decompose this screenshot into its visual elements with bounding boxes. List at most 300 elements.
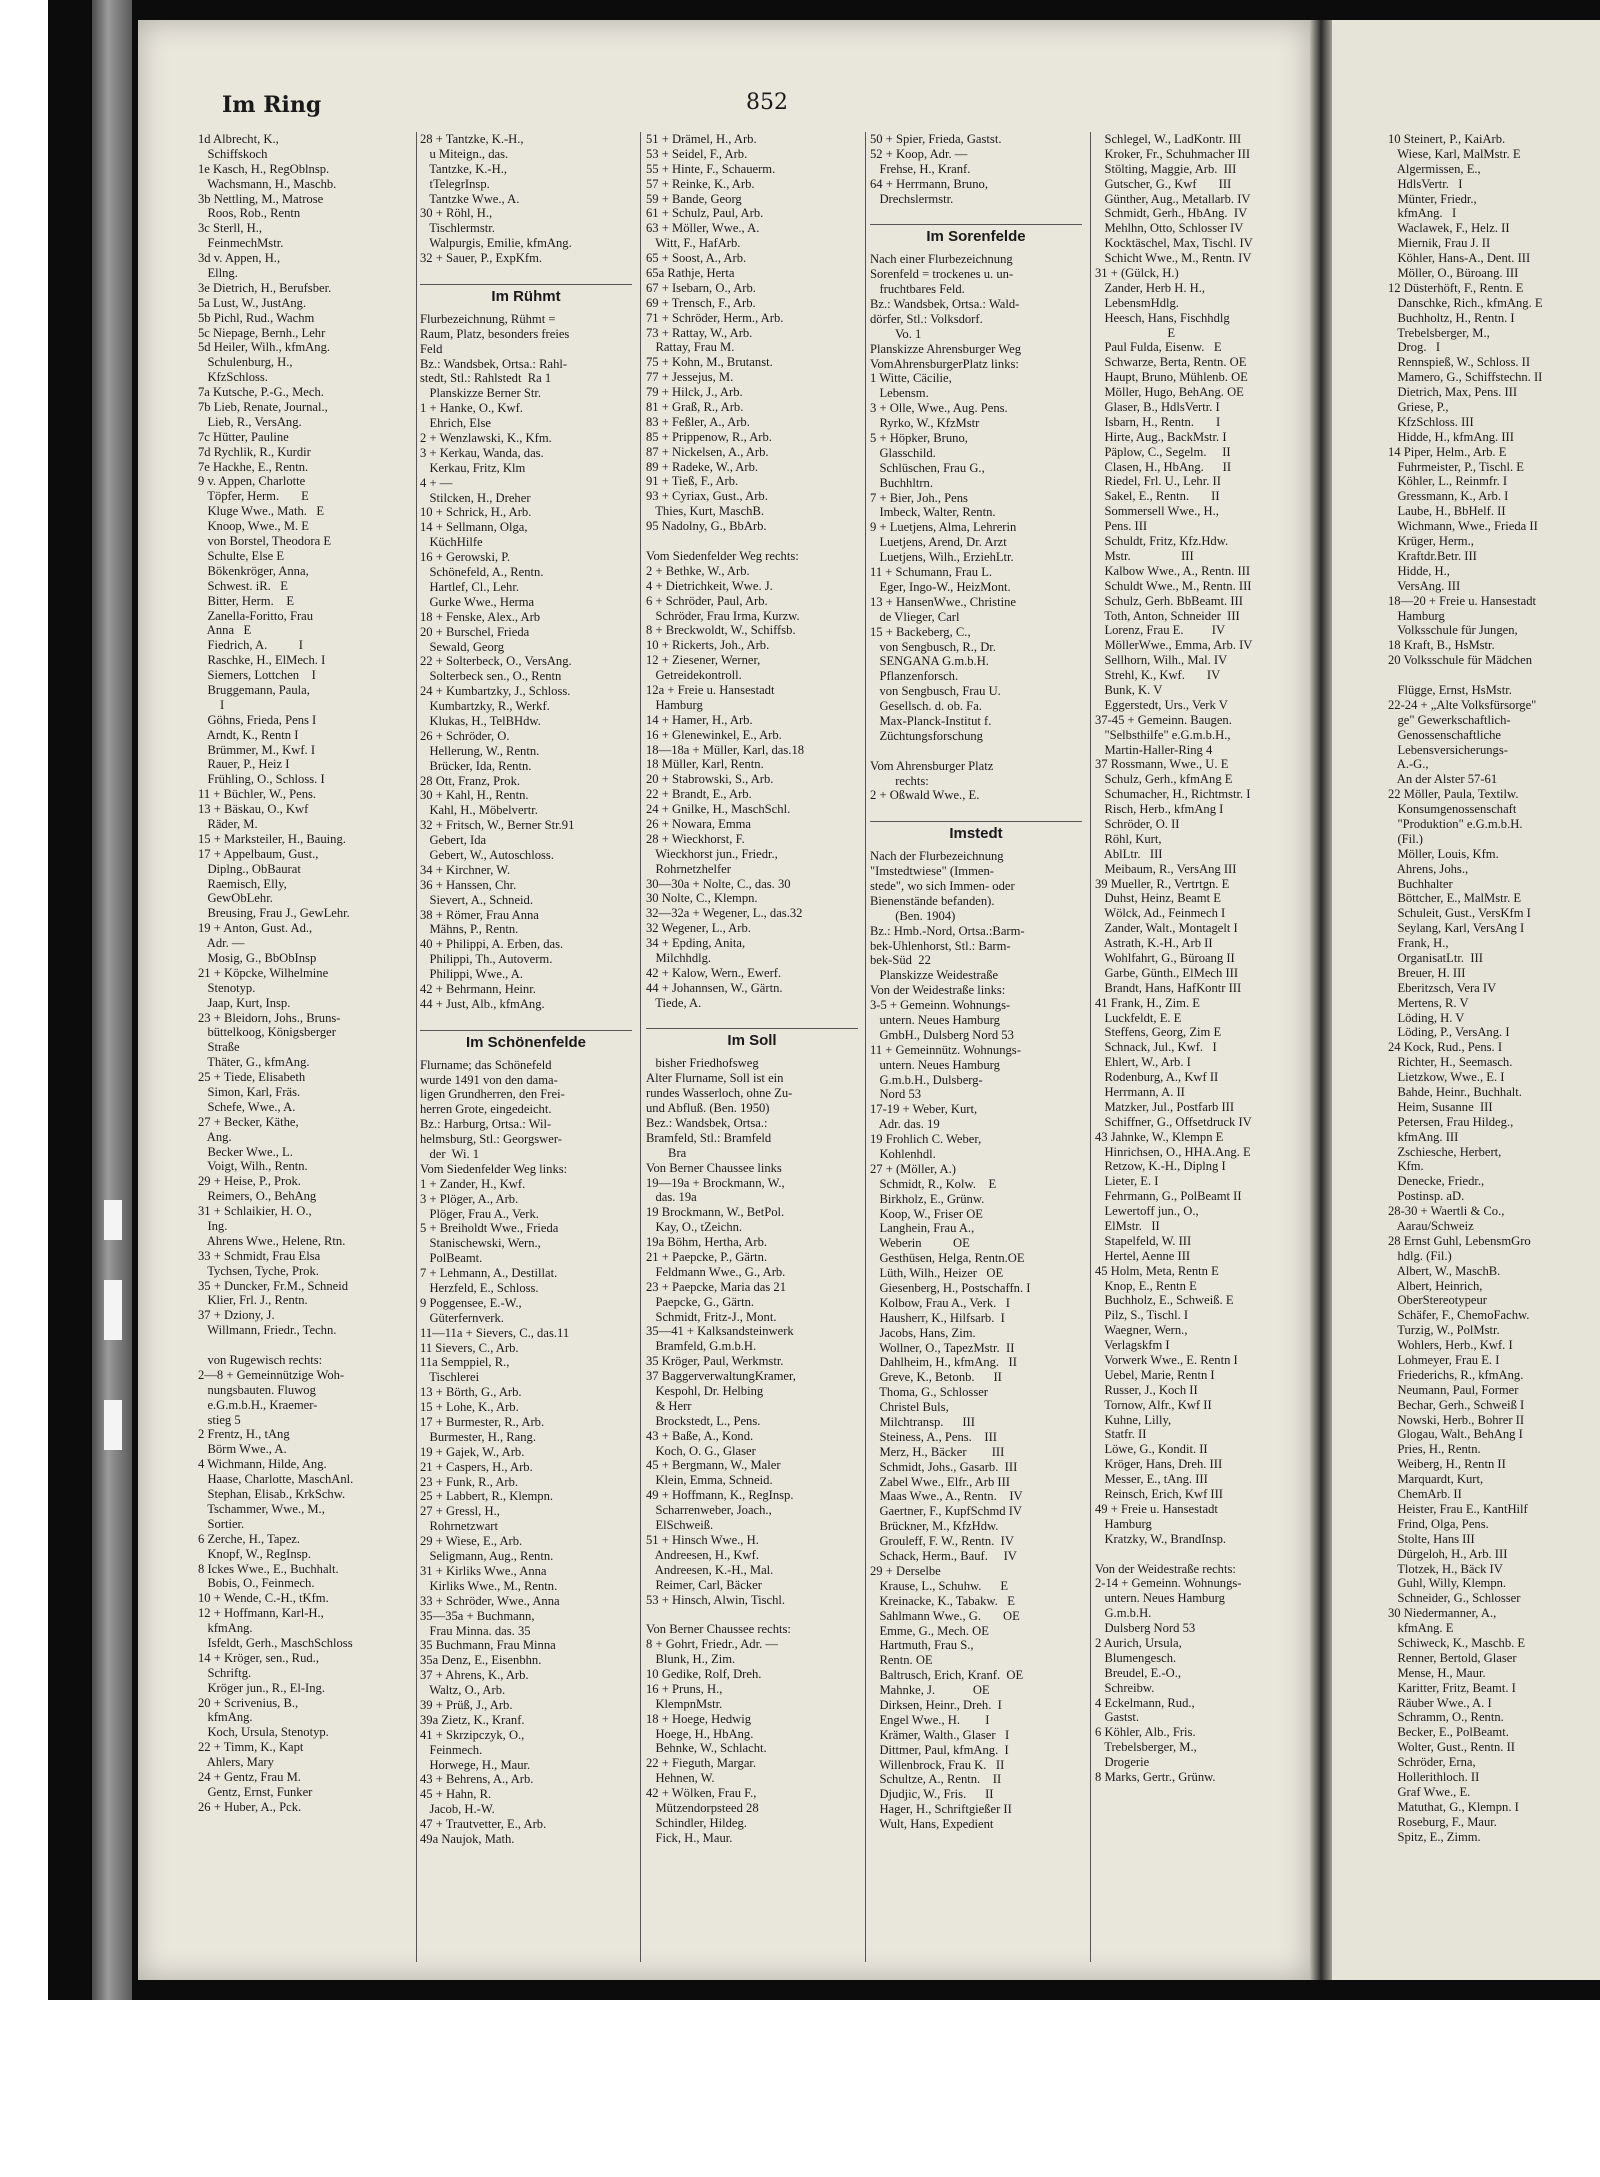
directory-entry: 16 + Glenewinkel, E., Arb. (646, 727, 782, 742)
directory-entry: Risch, Herb., kfmAng I (1095, 802, 1224, 817)
directory-entry: Pflanzenforsch. (870, 669, 959, 684)
directory-entry: Hehnen, W. (646, 1771, 715, 1786)
directory-entry: Von Berner Chaussee links (646, 1160, 782, 1175)
directory-entry: Wiese, Karl, MalMstr. E (1388, 146, 1521, 161)
directory-entry: 35 Buchmann, Frau Minna (420, 1638, 556, 1653)
directory-entry: Drog. I (1388, 340, 1441, 355)
directory-entry: Reimer, Carl, Bäcker (646, 1577, 762, 1592)
directory-entry: Schnack, Jul., Kwf. I (1095, 1040, 1217, 1055)
directory-entry: Gentz, Ernst, Funker (198, 1784, 313, 1799)
directory-entry: Waegner, Wern., (1095, 1323, 1188, 1338)
directory-entry: Diplng., ObBaurat (198, 861, 301, 876)
directory-entry: Schiffskoch (198, 146, 268, 161)
directory-entry: Milchtransp. III (870, 1415, 975, 1430)
directory-entry: ElMstr. II (1095, 1219, 1160, 1234)
directory-entry: 52 + Koop, Adr. — (870, 146, 968, 161)
directory-entry: Schuldt Wwe., M., Rentn. III (1095, 578, 1252, 593)
directory-entry: Dittmer, Paul, kfmAng. I (870, 1742, 1009, 1757)
directory-entry: & Herr (646, 1398, 692, 1413)
directory-entry (646, 1011, 858, 1026)
directory-entry: AblLtr. III (1095, 846, 1163, 861)
directory-entry: Laube, H., BbHelf. II (1388, 504, 1506, 519)
directory-entry: Spitz, E., Zimm. (1388, 1829, 1481, 1844)
directory-entry: Arndt, K., Rentn I (198, 727, 299, 742)
directory-entry (420, 1012, 632, 1027)
directory-entry: Sellhorn, Wilh., Mal. IV (1095, 653, 1228, 668)
directory-entry: Hager, H., Schriftgießer II (870, 1802, 1012, 1817)
directory-entry: Birkholz, E., Grünw. (870, 1191, 985, 1206)
directory-entry: VersAng. III (1388, 578, 1461, 593)
directory-entry: Gesellsch. d. ob. Fa. (870, 699, 982, 714)
directory-entry: 21 + Paepcke, P., Gärtn. (646, 1250, 768, 1265)
directory-entry: 35—35a + Buchmann, (420, 1608, 535, 1623)
directory-entry: Von Berner Chaussee rechts: (646, 1622, 791, 1637)
directory-entry: KfzSchloss. (198, 370, 268, 385)
directory-entry: Breudel, E.-O., (1095, 1665, 1182, 1680)
directory-entry: Gesthüsen, Helga, Rentn.OE (870, 1251, 1025, 1266)
directory-entry: 22 + Fieguth, Margar. (646, 1756, 757, 1771)
directory-entry: 39 Mueller, R., Vertrtgn. E (1095, 876, 1230, 891)
directory-entry: Schröder, Erna, (1388, 1755, 1476, 1770)
directory-entry: Kalbow Wwe., A., Rentn. III (1095, 563, 1251, 578)
directory-entry: 5 + Breiholdt Wwe., Frieda (420, 1221, 559, 1236)
directory-entry: Hirte, Aug., BackMstr. I (1095, 429, 1227, 444)
directory-entry: Koch, Ursula, Stenotyp. (198, 1725, 329, 1740)
directory-entry: Brümmer, M., Kwf. I (198, 742, 316, 757)
directory-entry: Drechslermstr. (870, 191, 954, 206)
directory-entry: Buchholz, E., Schweiß. E (1095, 1293, 1234, 1308)
directory-entry: Steiness, A., Pens. III (870, 1429, 997, 1444)
directory-entry: Schiffner, G., Offsetdruck IV (1095, 1114, 1252, 1129)
directory-entry: bek-Süd 22 (870, 953, 931, 968)
directory-entry: Köhler, L., Reinmfr. I (1388, 474, 1508, 489)
directory-entry: Duhst, Heinz, Beamt E (1095, 891, 1221, 906)
directory-entry: 87 + Nickelsen, A., Arb. (646, 444, 769, 459)
directory-entry: kfmAng. I (1388, 206, 1457, 221)
directory-entry: Nowski, Herb., Bohrer II (1388, 1412, 1525, 1427)
directory-entry: Kroker, Fr., Schuhmacher III (1095, 146, 1251, 161)
directory-entry: Burmester, H., Rang. (420, 1429, 536, 1444)
directory-entry: 10 Gedike, Rolf, Dreh. (646, 1666, 762, 1681)
directory-entry: Luetjens, Wilh., ErziehLtr. (870, 550, 1014, 565)
directory-entry: Waclawek, F., Helz. II (1388, 221, 1510, 236)
directory-entry: 11a Semppiel, R., (420, 1355, 510, 1370)
directory-entry: 20 + Burschel, Frieda (420, 624, 530, 639)
directory-entry: Kuhne, Lilly, (1095, 1412, 1172, 1427)
directory-entry: Rohrnetzhelfer (646, 861, 731, 876)
directory-entry: 1d Albrecht, K., (198, 132, 279, 146)
directory-entry: Mahnke, J. OE (870, 1683, 990, 1698)
directory-entry: 83 + Feßler, A., Arb. (646, 414, 750, 429)
directory-entry: Philippi, Th., Autoverm. (420, 952, 553, 967)
directory-entry: Brockstedt, L., Pens. (646, 1413, 761, 1428)
directory-entry: 30 + Röhl, H., (420, 206, 493, 221)
directory-entry: Willenbrock, Frau K. II (870, 1757, 1005, 1772)
directory-entry: Hamburg (646, 697, 703, 712)
directory-entry: Lebensm. (870, 386, 929, 401)
directory-entry: 50 + Spier, Frieda, Gastst. (870, 132, 1002, 146)
directory-entry: Griese, P., (1388, 400, 1449, 415)
street-heading: Im Rühmt (491, 287, 561, 305)
directory-entry: 49 + Freie u. Hansestadt (1095, 1501, 1218, 1516)
directory-entry: 55 + Hinte, F., Schauerm. (646, 161, 776, 176)
directory-entry: 37 + Ahrens, K., Arb. (420, 1668, 529, 1683)
directory-entry: Kratzky, W., BrandInsp. (1095, 1531, 1227, 1546)
directory-entry: 29 + Derselbe (870, 1563, 941, 1578)
directory-entry: Vom Siedenfelder Weg rechts: (646, 548, 799, 563)
directory-entry: Mähns, P., Rentn. (420, 922, 519, 937)
directory-entry: 51 + Drämel, H., Arb. (646, 132, 757, 146)
directory-entry: Planskizze Ahrensburger Weg (870, 341, 1022, 356)
directory-entry: 6 Köhler, Alb., Fris. (1095, 1725, 1196, 1740)
directory-entry: Kirliks Wwe., M., Rentn. (420, 1578, 558, 1593)
directory-entry: 24 + Gnilke, H., MaschSchl. (646, 802, 791, 817)
directory-entry: LebensmHdlg. (1095, 295, 1179, 310)
directory-entry: 1 Witte, Cäcilie, (870, 371, 952, 386)
directory-entry: Bramfeld, G.m.b.H. (646, 1339, 757, 1354)
directory-entry: Bz.: Wandsbek, Ortsa.: Wald- (870, 297, 1020, 312)
directory-entry: Börm Wwe., A. (198, 1442, 287, 1457)
directory-entry: 33 + Schmidt, Frau Elsa (198, 1248, 321, 1263)
directory-entry: Schreibw. (1095, 1680, 1155, 1695)
directory-entry: Sewald, Georg (420, 639, 505, 654)
directory-entry: Breusing, Frau J., GewLehr. (198, 906, 350, 921)
directory-entry: Christel Buls, (870, 1400, 949, 1415)
directory-entry: OberStereotypeur (1388, 1293, 1487, 1308)
directory-entry: Philippi, Wwe., A. (420, 967, 523, 982)
directory-entry: 4 Wichmann, Hilde, Ang. (198, 1457, 327, 1472)
directory-entry: Schulz, Gerh., kfmAng E (1095, 772, 1233, 787)
directory-entry: kfmAng. (198, 1710, 253, 1725)
directory-entry: Sahlmann Wwe., G. OE (870, 1608, 1020, 1623)
directory-entry: "Selbsthilfe" e.G.m.b.H., (1095, 727, 1231, 742)
directory-entry: 65 + Soost, A., Arb. (646, 251, 747, 266)
directory-entry: 20 + Scrivenius, B., (198, 1695, 299, 1710)
directory-entry: GmbH., Dulsberg Nord 53 (870, 1027, 1014, 1042)
directory-entry: de Vlieger, Carl (870, 609, 960, 624)
directory-entry: 53 + Seidel, F., Arb. (646, 146, 748, 161)
directory-entry: 19 + Gajek, W., Arb. (420, 1444, 525, 1459)
directory-entry: 2 Frentz, H., tAng (198, 1427, 290, 1442)
directory-entry: 23 + Bleidorn, Johs., Bruns- (198, 1010, 341, 1025)
directory-entry: ElSchweiß. (646, 1518, 714, 1533)
directory-entry: Luckfeldt, E. E (1095, 1010, 1182, 1025)
directory-entry: 57 + Reinke, K., Arb. (646, 176, 755, 191)
directory-entry: Hausherr, K., Hilfsarb. I (870, 1310, 1005, 1325)
directory-entry: Glaser, B., HdlsVertr. I (1095, 400, 1220, 415)
directory-entry: 30 + Kahl, H., Rentn. (420, 788, 529, 803)
directory-entry: Haase, Charlotte, MaschAnl. (198, 1472, 354, 1487)
directory-entry: Münter, Friedr., (1388, 191, 1477, 206)
directory-entry: Aarau/Schweiz (1388, 1219, 1474, 1234)
directory-entry: 20 Volksschule für Mädchen (1388, 653, 1532, 668)
directory-entry: Löwe, G., Kondit. II (1095, 1442, 1208, 1457)
directory-entry: Trebelsberger, M., (1388, 325, 1490, 340)
directory-entry: 35—41 + Kalksandsteinwerk (646, 1324, 794, 1339)
directory-entry: 79 + Hilck, J., Arb. (646, 385, 743, 400)
directory-entry: KfzSchloss. III (1388, 414, 1474, 429)
directory-entry: 18 Kraft, B., HsMstr. (1388, 638, 1495, 653)
directory-entry: 59 + Bande, Georg (646, 191, 742, 206)
directory-entry: Kay, O., tZeichn. (646, 1220, 743, 1235)
directory-entry: Kreinacke, K., Tabakw. E (870, 1593, 1015, 1608)
directory-entry: Jaap, Kurt, Insp. (198, 995, 291, 1010)
directory-entry: Behnke, W., Schlacht. (646, 1741, 767, 1756)
directory-entry: Denecke, Friedr., (1388, 1174, 1485, 1189)
directory-entry: Hertel, Aenne III (1095, 1248, 1191, 1263)
directory-entry: 2 + Wenzlawski, K., Kfm. (420, 431, 552, 446)
directory-entry: Krause, L., Schuhw. E (870, 1578, 1009, 1593)
directory-entry: Adr. das. 19 (870, 1117, 940, 1132)
margin-mark (104, 1400, 122, 1450)
directory-entry: Hidde, H., (1388, 563, 1450, 578)
directory-entry: 13 + Börth, G., Arb. (420, 1385, 522, 1400)
directory-entry: Knopf, W., RegInsp. (198, 1546, 311, 1561)
directory-entry: Wohlers, Herb., Kwf. I (1388, 1338, 1513, 1353)
directory-entry: Graf Wwe., E. (1388, 1784, 1471, 1799)
directory-entry: Koop, W., Friser OE (870, 1206, 983, 1221)
directory-entry: Messer, E., tAng. III (1095, 1472, 1208, 1487)
directory-entry: Walpurgis, Emilie, kfmAng. (420, 236, 572, 251)
directory-entry: Eggerstedt, Urs., Verk V (1095, 697, 1228, 712)
directory-entry: 34 + Kirchner, W. (420, 862, 511, 877)
directory-entry: Rennspieß, W., Schloss. II (1388, 355, 1531, 370)
directory-entry: untern. Neues Hamburg (870, 1057, 1000, 1072)
directory-entry: Frank, H., (1388, 936, 1449, 951)
directory-entry: Rodenburg, A., Kwf II (1095, 1070, 1219, 1085)
directory-entry: Schmidt, R., Kolw. E (870, 1176, 997, 1191)
directory-entry: Schefe, Wwe., A. (198, 1099, 296, 1114)
directory-entry: Wollner, O., TapezMstr. II (870, 1340, 1015, 1355)
directory-entry (870, 803, 1082, 818)
directory-entry: Hidde, H., kfmAng. III (1388, 429, 1514, 444)
directory-entry: Fehrmann, G., PolBeamt II (1095, 1189, 1242, 1204)
directory-entry: herren Grote, eingedeicht. (420, 1102, 552, 1117)
directory-entry: Zander, Walt., Montagelt I (1095, 921, 1238, 936)
directory-entry: Zabel Wwe., Elfr., Arb III (870, 1474, 1011, 1489)
directory-entry: 95 Nadolny, G., BbArb. (646, 519, 767, 534)
directory-entry: Schröder, Frau Irma, Kurzw. (646, 608, 800, 623)
directory-entry: Stephan, Elisab., KrkSchw. (198, 1487, 346, 1502)
directory-entry (420, 266, 632, 281)
directory-entry: 69 + Trensch, F., Arb. (646, 295, 756, 310)
directory-entry: Gressmann, K., Arb. I (1388, 489, 1509, 504)
directory-entry: untern. Neues Hamburg (1095, 1591, 1225, 1606)
directory-entry: Mamero, G., Schiffstechn. II (1388, 370, 1543, 385)
directory-entry: 11 + Schumann, Frau L. (870, 565, 993, 580)
directory-entry: Schulte, Else E (198, 548, 285, 563)
directory-entry: Kahl, H., Möbelvertr. (420, 803, 538, 818)
directory-entry: Sommersell Wwe., H., (1095, 504, 1219, 519)
directory-entry: 49a Naujok, Math. (420, 1831, 515, 1846)
directory-entry: 21 + Caspers, H., Arb. (420, 1459, 533, 1474)
directory-entry: 32—32a + Wegener, L., das.32 (646, 906, 803, 921)
directory-entry: Wichmann, Wwe., Frieda II (1388, 519, 1538, 534)
directory-entry: Zschiesche, Herbert, (1388, 1144, 1502, 1159)
directory-entry: büttelkoog, Königsberger (198, 1025, 336, 1040)
directory-entry: 14 Piper, Helm., Arb. E (1388, 444, 1507, 459)
directory-entry: Klein, Emma, Schneid. (646, 1473, 773, 1488)
directory-entry: Statfr. II (1095, 1427, 1147, 1442)
directory-entry: Thies, Kurt, MaschB. (646, 504, 764, 519)
directory-entry: Sorenfeld = trockenes u. un- (870, 267, 1014, 282)
directory-entry: Wolter, Gust., Rentn. II (1388, 1740, 1515, 1755)
directory-entry: Vorwerk Wwe., E. Rentn I (1095, 1353, 1238, 1368)
directory-entry: G.m.b.H. (1095, 1606, 1152, 1621)
directory-entry: Konsumgenossenschaft (1388, 802, 1517, 817)
directory-entry: 37-45 + Gemeinn. Baugen. (1095, 712, 1232, 727)
directory-entry: 49 + Hoffmann, K., RegInsp. (646, 1488, 794, 1503)
directory-entry: 5a Lust, W., JustAng. (198, 295, 307, 310)
directory-entry: 11 + Gemeinnütz. Wohnungs- (870, 1042, 1021, 1057)
directory-entry: 12a + Freie u. Hansestadt (646, 682, 775, 697)
directory-entry: Zander, Herb H. H., (1095, 280, 1206, 295)
directory-entry: Kolbow, Frau A., Verk. I (870, 1295, 1010, 1310)
directory-entry: Buchhalter (1388, 876, 1453, 891)
directory-entry: Frehse, H., Kranf. (870, 161, 971, 176)
directory-entry: Dulsberg Nord 53 (1095, 1621, 1196, 1636)
directory-entry: Ehlert, W., Arb. I (1095, 1055, 1191, 1070)
directory-entry: Langhein, Frau A., (870, 1221, 975, 1236)
directory-entry: Möller, O., Büroang. III (1388, 266, 1519, 281)
directory-entry: Klukas, H., TelBHdw. (420, 713, 541, 728)
directory-entry: 18 + Hoege, Hedwig (646, 1711, 752, 1726)
directory-entry: 8 Marks, Gertr., Grünw. (1095, 1769, 1216, 1784)
directory-entry: von Sengbusch, Frau U. (870, 684, 1001, 699)
directory-entry (646, 534, 858, 549)
street-heading: Im Schönenfelde (465, 1033, 587, 1051)
directory-entry: 23 + Paepcke, Maria das 21 (646, 1279, 786, 1294)
directory-entry: Hellerung, W., Rentn. (420, 743, 540, 758)
directory-entry: 25 + Labbert, R., Klempn. (420, 1489, 554, 1504)
directory-entry: Nach einer Flurbezeichnung (870, 252, 1013, 267)
directory-entry: 8 + Gohrt, Friedr., Adr. — (646, 1637, 778, 1652)
directory-entry: Brücker, Ida, Rentn. (420, 758, 532, 773)
directory-entry: Gebert, W., Autoschloss. (420, 847, 554, 862)
directory-entry: Planskizze Berner Str. (420, 386, 542, 401)
directory-entry: Ahlers, Mary (198, 1755, 274, 1770)
directory-entry: Herzfeld, E., Schloss. (420, 1281, 539, 1296)
directory-entry: Drogerie (1095, 1755, 1150, 1770)
directory-entry: bisher Friedhofsweg (646, 1056, 759, 1071)
directory-entry: 3d v. Appen, H., (198, 251, 281, 266)
directory-entry: Von der Weidestraße rechts: (1095, 1561, 1236, 1576)
directory-column-2 (420, 132, 632, 1962)
directory-entry: 35 + Duncker, Fr.M., Schneid (198, 1278, 349, 1293)
directory-entry: 7 + Lehmann, A., Destillat. (420, 1266, 558, 1281)
directory-entry: 53 + Hinsch, Alwin, Tischl. (646, 1592, 786, 1607)
column-rule (865, 132, 866, 1962)
directory-entry: Luetjens, Arend, Dr. Arzt (870, 535, 1007, 550)
directory-entry: Ryrko, W., KfzMstr (870, 416, 980, 431)
directory-entry: 8 Ickes Wwe., E., Buchhalt. (198, 1561, 339, 1576)
directory-entry: 24 Kock, Rud., Pens. I (1388, 1040, 1503, 1055)
directory-entry: Tornow, Alfr., Kwf II (1095, 1397, 1212, 1412)
directory-entry: Stapelfeld, W. III (1095, 1233, 1192, 1248)
directory-entry: Anna E (198, 623, 252, 638)
heading-rule (646, 1028, 858, 1029)
directory-entry: Löding, P., VersAng. I (1388, 1025, 1510, 1040)
directory-entry: 42 + Behrmann, Heinr. (420, 981, 536, 996)
directory-entry: 5b Pichl, Rud., Wachm (198, 310, 315, 325)
directory-entry: Ing. (198, 1219, 228, 1234)
directory-entry: Plöger, Frau A., Verk. (420, 1206, 539, 1221)
directory-entry: SENGANA G.m.b.H. (870, 654, 989, 669)
directory-entry: Sievert, A., Schneid. (420, 892, 533, 907)
directory-entry: 15 + Backeberg, C., (870, 624, 971, 639)
page-number: 852 (746, 90, 788, 115)
directory-entry: von Borstel, Theodora E (198, 534, 332, 549)
directory-entry: 10 + Schrick, H., Arb. (420, 505, 532, 520)
directory-entry: Glogau, Walt., BehAng I (1388, 1427, 1523, 1442)
directory-entry: 23 + Funk, R., Arb. (420, 1474, 519, 1489)
street-heading: Im Sorenfelde (926, 228, 1026, 246)
directory-entry: 26 + Nowara, Emma (646, 816, 752, 831)
directory-entry: Renner, Bertold, Glaser (1388, 1650, 1517, 1665)
directory-entry: Sakel, E., Rentn. II (1095, 489, 1220, 504)
directory-entry: 7 + Bier, Joh., Pens (870, 490, 968, 505)
directory-entry: 44 + Johannsen, W., Gärtn. (646, 980, 783, 995)
directory-entry: Roos, Rob., Rentn (198, 206, 301, 221)
directory-entry: 4 + — (420, 475, 453, 490)
directory-entry: von Rugewisch rechts: (198, 1353, 323, 1368)
directory-entry: Heesch, Hans, Fischhdlg (1095, 310, 1230, 325)
directory-entry: 39 + Prüß, J., Arb. (420, 1697, 513, 1712)
directory-entry: 67 + Isebarn, O., Arb. (646, 280, 756, 295)
directory-entry: kfmAng. (198, 1621, 253, 1636)
directory-entry: Simon, Karl, Fräs. (198, 1085, 301, 1099)
directory-entry: 9 + Luetjens, Alma, Lehrerin (870, 520, 1017, 535)
directory-entry: Strehl, K., Kwf. IV (1095, 668, 1221, 683)
directory-entry: Isbarn, H., Rentn. I (1095, 414, 1221, 429)
directory-entry: 12 + Ziesener, Werner, (646, 653, 761, 668)
directory-entry: 7b Lieb, Renate, Journal., (198, 400, 328, 415)
directory-entry: Bruggemann, Paula, (198, 682, 310, 697)
directory-entry: 1 + Hanke, O., Kwf. (420, 401, 523, 416)
directory-entry: Feld (420, 341, 443, 356)
directory-entry: Verlagskfm I (1095, 1338, 1170, 1353)
directory-entry: helmsburg, Stl.: Georgswer- (420, 1132, 562, 1147)
directory-entry: Giesenberg, H., Postschaffn. I (870, 1281, 1031, 1296)
directory-entry: Ellng. (198, 266, 238, 281)
directory-entry: 4 + Dietrichkeit, Wwe. J. (646, 578, 773, 593)
directory-entry: 89 + Radeke, W., Arb. (646, 459, 759, 474)
directory-entry: Karitter, Fritz, Beamt. I (1388, 1680, 1516, 1695)
directory-entry: Gutscher, G., Kwf III (1095, 176, 1232, 191)
directory-entry: Volksschule für Jungen, (1388, 623, 1518, 638)
directory-entry: Schmidt, Gerh., HbAng. IV (1095, 206, 1248, 221)
directory-entry: Scharrenweber, Joach., (646, 1503, 772, 1518)
directory-entry: 9 v. Appen, Charlotte (198, 474, 306, 489)
directory-entry: 22-24 + „Alte Volksfürsorge" (1388, 697, 1537, 712)
directory-entry: 44 + Just, Alb., kfmAng. (420, 996, 545, 1011)
directory-entry: 18 Müller, Karl, Rentn. (646, 757, 764, 772)
directory-entry: Haupt, Bruno, Mühlenb. OE (1095, 370, 1248, 385)
directory-entry: Nach der Flurbezeichnung (870, 849, 1004, 864)
directory-entry: 35 Kröger, Paul, Werkmstr. (646, 1354, 784, 1369)
directory-entry: Heister, Frau E., KantHilf (1388, 1501, 1528, 1516)
directory-entry: dörfer, Stl.: Volksdorf. (870, 311, 983, 326)
directory-entry: Isfeldt, Gerh., MaschSchloss (198, 1635, 353, 1650)
directory-entry: Schmidt, Fritz-J., Mont. (646, 1309, 777, 1324)
directory-entry: Hamburg (1095, 1516, 1152, 1531)
directory-entry: 19a Böhm, Hertha, Arb. (646, 1235, 768, 1250)
directory-entry: 32 + Sauer, P., ExpKfm. (420, 251, 543, 266)
directory-entry: 5 + Höpker, Bruno, (870, 431, 968, 446)
directory-entry: 3 + Olle, Wwe., Aug. Pens. (870, 401, 1008, 416)
directory-entry: 30 Nolte, C., Klempn. (646, 891, 758, 906)
directory-entry: 19 + Anton, Gust. Ad., (198, 921, 313, 936)
